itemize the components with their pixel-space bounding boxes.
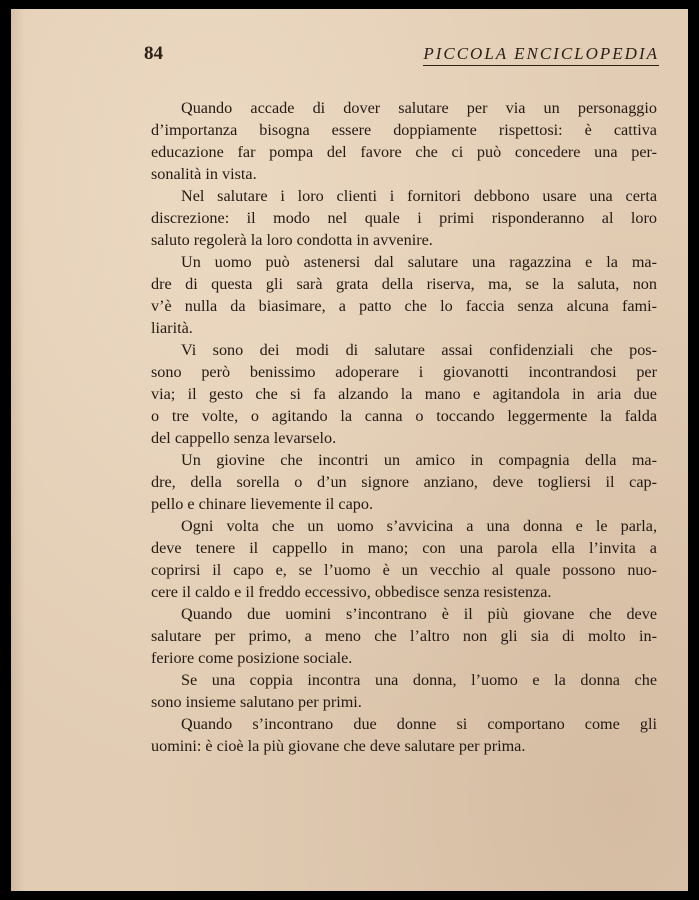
text-line: educazione far pompa del favore che ci può concedere una per-	[151, 143, 657, 161]
text-line: Un uomo può astenersi dal salutare una ragazzina e la ma-	[181, 253, 657, 271]
paragraph	[151, 97, 657, 185]
text-line: Un giovine che incontri un amico in compagnia della ma-	[181, 451, 657, 469]
paragraph	[151, 603, 657, 669]
running-title: PICCOLA ENCICLOPEDIA	[423, 44, 659, 66]
text-line: dre, della sorella o d’un signore anziano, deve togliersi il cap-	[151, 473, 657, 491]
text-line: pello e chinare lievemente il capo.	[151, 495, 374, 513]
text-line: del cappello senza levarselo.	[151, 429, 337, 447]
paragraph	[151, 251, 657, 339]
text-line: uomini: è cioè la più giovane che deve salutare per prima.	[151, 737, 526, 755]
text-line: sonalità in vista.	[151, 165, 257, 183]
text-line: discrezione: il modo nel quale i primi risponderanno al loro	[151, 209, 657, 227]
text-line: deve tenere il cappello in mano; con una parola ella l’invita a	[151, 539, 657, 557]
text-line: salutare per primo, a meno che l’altro non gli sia di molto in-	[151, 627, 657, 645]
text-line: Quando due uomini s’incontrano è il più giovane che deve	[181, 605, 657, 623]
text-line: Ogni volta che un uomo s’avvicina a una donna e le parla,	[181, 517, 657, 535]
text-line: feriore come posizione sociale.	[151, 649, 353, 667]
page-number: 84	[144, 43, 163, 64]
text-line: o tre volte, o agitando la canna o toccando leggermente la falda	[151, 407, 657, 425]
text-line: sono però benissimo adoperare i giovanotti incontrandosi per	[151, 363, 657, 381]
text-line: sono insieme salutano per primi.	[151, 693, 362, 711]
body-text	[151, 97, 657, 757]
book-page	[11, 9, 688, 891]
paragraph	[151, 185, 657, 251]
text-line: liarità.	[151, 319, 193, 337]
text-line: coprirsi il capo e, se l’uomo è un vecchio al quale possono nuo-	[151, 561, 657, 579]
paragraph	[151, 669, 657, 713]
paragraph	[151, 515, 657, 603]
text-line: cere il caldo e il freddo eccessivo, obbedisce senza resistenza.	[151, 583, 552, 601]
text-line: Quando s’incontrano due donne si comportano come gli	[181, 715, 657, 733]
paragraph	[151, 449, 657, 515]
page-header	[144, 43, 659, 71]
text-line: via; il gesto che si fa alzando la mano e agitandola in aria due	[151, 385, 657, 403]
text-line: v’è nulla da biasimare, a patto che lo faccia senza alcuna fami-	[151, 297, 657, 315]
text-line: dre di questa gli sarà grata della riserva, ma, se la saluta, non	[151, 275, 657, 293]
text-line: Nel salutare i loro clienti i fornitori debbono usare una certa	[181, 187, 657, 205]
text-line: Vi sono dei modi di salutare assai confidenziali che pos-	[181, 341, 657, 359]
text-line: saluto regolerà la loro condotta in avvenire.	[151, 231, 433, 249]
text-line: Se una coppia incontra una donna, l’uomo e la donna che	[181, 671, 657, 689]
paragraph	[151, 339, 657, 449]
text-line: d’importanza bisogna essere doppiamente rispettosi: è cattiva	[151, 121, 657, 139]
paragraph	[151, 713, 657, 757]
text-line: Quando accade di dover salutare per via un personaggio	[181, 99, 657, 117]
